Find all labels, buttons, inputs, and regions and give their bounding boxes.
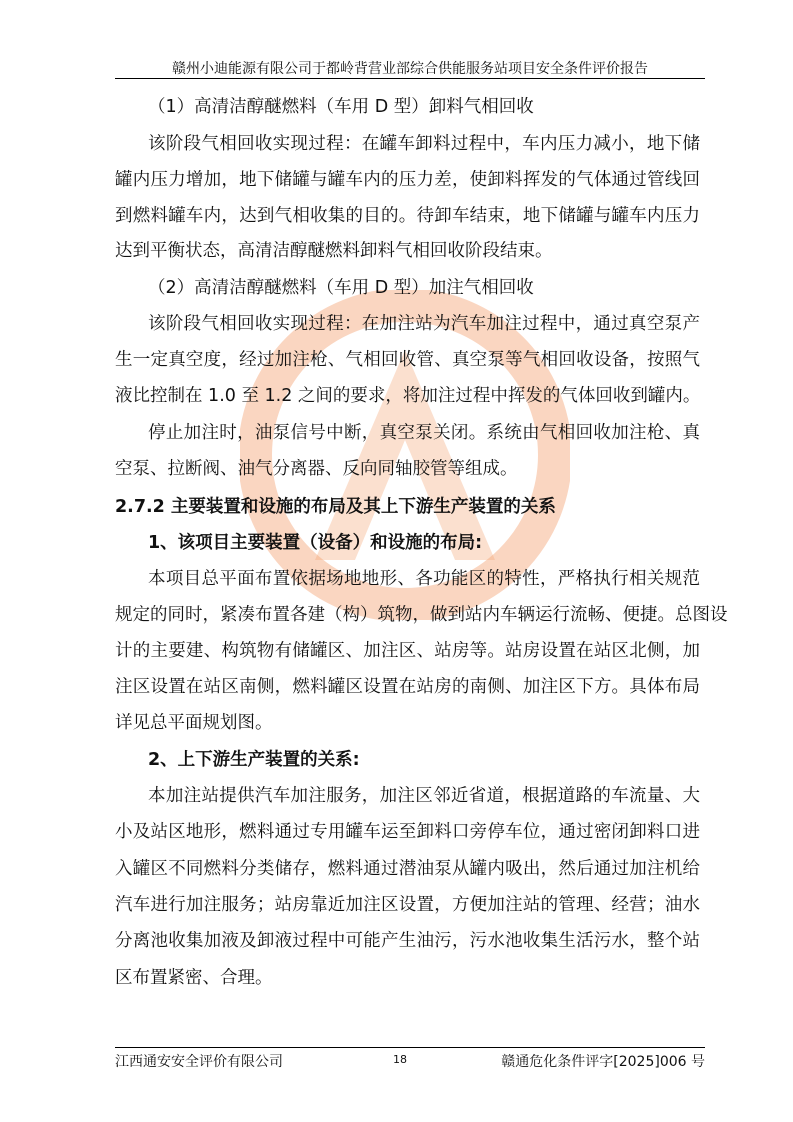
section-heading: 2、上下游生产装置的关系: — [148, 750, 360, 770]
text-line: 本项目总平面布置依据场地地形、各功能区的特性，严格执行相关规范 — [148, 569, 700, 589]
text-line: 区布置紧密、合理。 — [115, 968, 273, 988]
text-line: 达到平衡状态，高清洁醇醚燃料卸料气相回收阶段结束。 — [115, 241, 553, 261]
text-line: 注区设置在站区南侧，燃料罐区设置在站房的南侧、加注区下方。具体布局 — [115, 677, 700, 697]
text-line: 本加注站提供汽车加注服务，加注区邻近省道，根据道路的车流量、大 — [148, 786, 700, 806]
text-line: 入罐区不同燃料分类储存，燃料通过潜油泵从罐内吸出，然后通过加注机给 — [115, 859, 700, 879]
text-line: （2）高清洁醇醚燃料（车用 D 型）加注气相回收 — [148, 278, 534, 298]
section-heading: 1、该项目主要装置（设备）和设施的布局: — [148, 533, 483, 553]
text-line: 汽车进行加注服务；站房靠近加注区设置，方便加注站的管理、经营；油水 — [115, 895, 700, 915]
text-line: 停止加注时，油泵信号中断，真空泵关闭。系统由气相回收加注枪、真 — [148, 423, 700, 443]
text-line: 该阶段气相回收实现过程：在罐车卸料过程中，车内压力减小，地下储 — [148, 134, 700, 154]
page-number: 18 — [393, 1053, 407, 1066]
text-line: 空泵、拉断阀、油气分离器、反向同轴胶管等组成。 — [115, 459, 518, 479]
text-line: 到燃料罐车内，达到气相收集的目的。待卸车结束，地下储罐与罐车内压力 — [115, 206, 700, 226]
text-line: 生一定真空度，经过加注枪、气相回收管、真空泵等气相回收设备，按照气 — [115, 350, 700, 370]
text-line: 液比控制在 1.0 至 1.2 之间的要求，将加注过程中挥发的气体回收到罐内。 — [115, 386, 701, 406]
section-heading: 2.7.2 主要装置和设施的布局及其上下游生产装置的关系 — [115, 497, 556, 517]
header-rule — [115, 78, 705, 79]
text-line: 分离池收集加液及卸液过程中可能产生油污，污水池收集生活污水，整个站 — [115, 931, 700, 951]
text-line: 罐内压力增加，地下储罐与罐车内的压力差，使卸料挥发的气体通过管线回 — [115, 170, 700, 190]
watermark-triangle — [315, 350, 495, 560]
text-line: 规定的同时，紧凑布置各建（构）筑物，做到站内车辆运行流畅、便捷。总图设 — [115, 605, 728, 625]
text-line: 计的主要建、构筑物有储罐区、加注区、站房等。站房设置在站区北侧，加 — [115, 641, 700, 661]
text-line: 小及站区地形，燃料通过专用罐车运至卸料口旁停车位，通过密闭卸料口进 — [115, 822, 700, 842]
footer-rule — [115, 1047, 705, 1048]
text-line: 该阶段气相回收实现过程：在加注站为汽车加注过程中，通过真空泵产 — [148, 314, 700, 334]
footer-doc-number: 赣通危化条件评字[2025]006 号 — [501, 1054, 705, 1070]
text-line: 详见总平面规划图。 — [115, 713, 273, 733]
footer-company: 江西通安安全评价有限公司 — [115, 1054, 283, 1070]
running-header: 赣州小迪能源有限公司于都岭背营业部综合供能服务站项目安全条件评价报告 — [172, 61, 648, 77]
text-line: （1）高清洁醇醚燃料（车用 D 型）卸料气相回收 — [148, 97, 534, 117]
